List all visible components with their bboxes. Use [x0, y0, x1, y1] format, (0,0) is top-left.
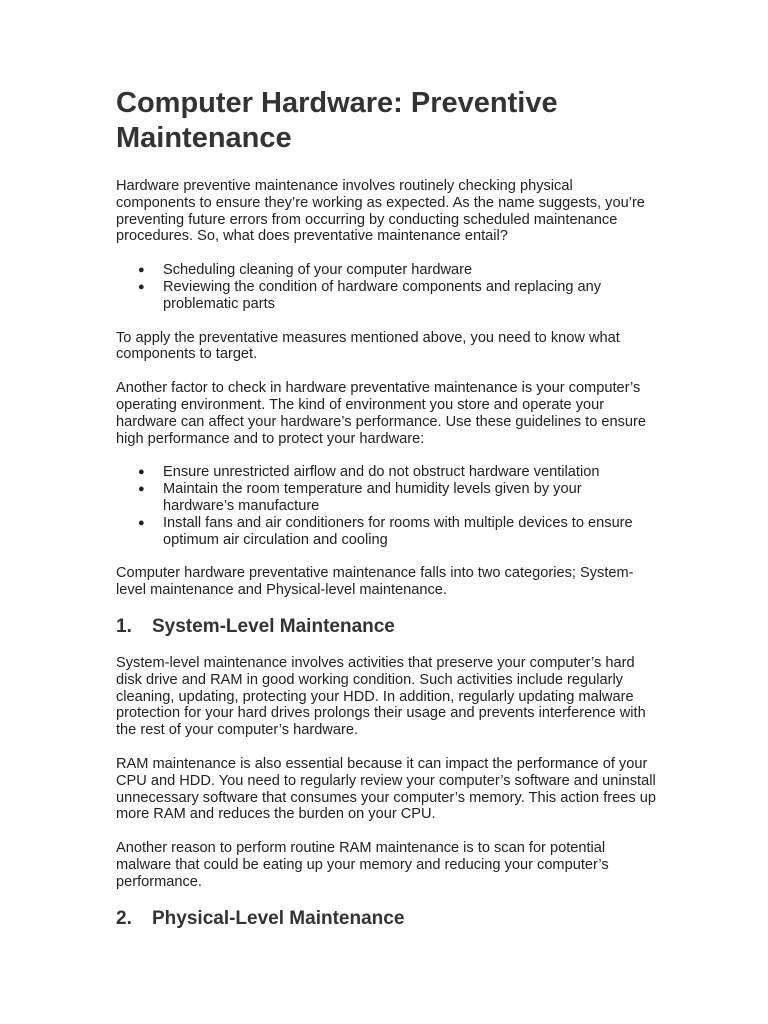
section-number: 1.	[116, 615, 132, 637]
bullet-list-maintenance-tasks	[116, 262, 656, 312]
bullet-icon: ●	[138, 264, 145, 277]
bullet-icon: ●	[138, 483, 145, 496]
section-heading-system-level	[116, 616, 656, 638]
paragraph: RAM maintenance is also essential because it can impact the performance of your CPU and HDD. You need to regularly review your computer’s software and uninstall unnecessary software that consumes your computer’s memory. This action frees up more RAM and reduces the burden on your CPU.	[116, 755, 656, 823]
section-heading-text: Physical-Level Maintenance	[152, 907, 405, 929]
list-item: ● Ensure unrestricted airflow and do not obstruct hardware ventilation	[138, 464, 600, 481]
paragraph: System-level maintenance involves activities that preserve your computer’s hard disk drive and RAM in good working condition. Such activities include regularly cleaning, updating, protecting your HDD. In addition, regularly updating malware protection for your hard drives prolongs their usage and prevents interference with the rest of your computer’s hardware.	[116, 654, 646, 739]
list-item: ● Reviewing the condition of hardware components and replacing any problematic parts	[138, 278, 602, 312]
bullet-icon: ●	[138, 516, 145, 529]
list-item: ● Maintain the room temperature and humidity levels given by your hardware’s manufacture	[138, 481, 582, 514]
bullet-icon: ●	[138, 280, 145, 293]
list-item: ● Scheduling cleaning of your computer hardware	[138, 262, 473, 279]
paragraph: Another reason to perform routine RAM maintenance is to scan for potential malware that could be eating up your memory and reducing your computer’s performance.	[116, 840, 609, 890]
bullet-list-guidelines	[116, 464, 656, 548]
section-heading-text: System-Level Maintenance	[152, 615, 395, 637]
intro-paragraph: Hardware preventive maintenance involves routinely checking physical components to ensure they’re working as expected. As the name suggests, you’re preventing future errors from occurring by conducting scheduled maintenance procedures. So, what does preventative maintenance entail?	[116, 178, 645, 245]
paragraph: To apply the preventative measures mentioned above, you need to know what components to target.	[116, 329, 620, 363]
paragraph: Another factor to check in hardware preventative maintenance is your computer’s operating environment. The kind of environment you store and operate your hardware can affect your hardware’s performance. Use these guidelines to ensure high performance and to protect your hardware:	[116, 380, 646, 447]
document-page	[116, 86, 656, 930]
page-title: Computer Hardware: Preventive Maintenance	[116, 87, 558, 154]
section-heading-physical-level	[116, 908, 656, 930]
paragraph: Computer hardware preventative maintenance falls into two categories; System-level maintenance and Physical-level maintenance.	[116, 565, 634, 599]
list-item: ● Install fans and air conditioners for rooms with multiple devices to ensure optimum air circulation and cooling	[138, 514, 633, 548]
bullet-icon: ●	[138, 466, 145, 479]
section-number: 2.	[116, 907, 132, 929]
